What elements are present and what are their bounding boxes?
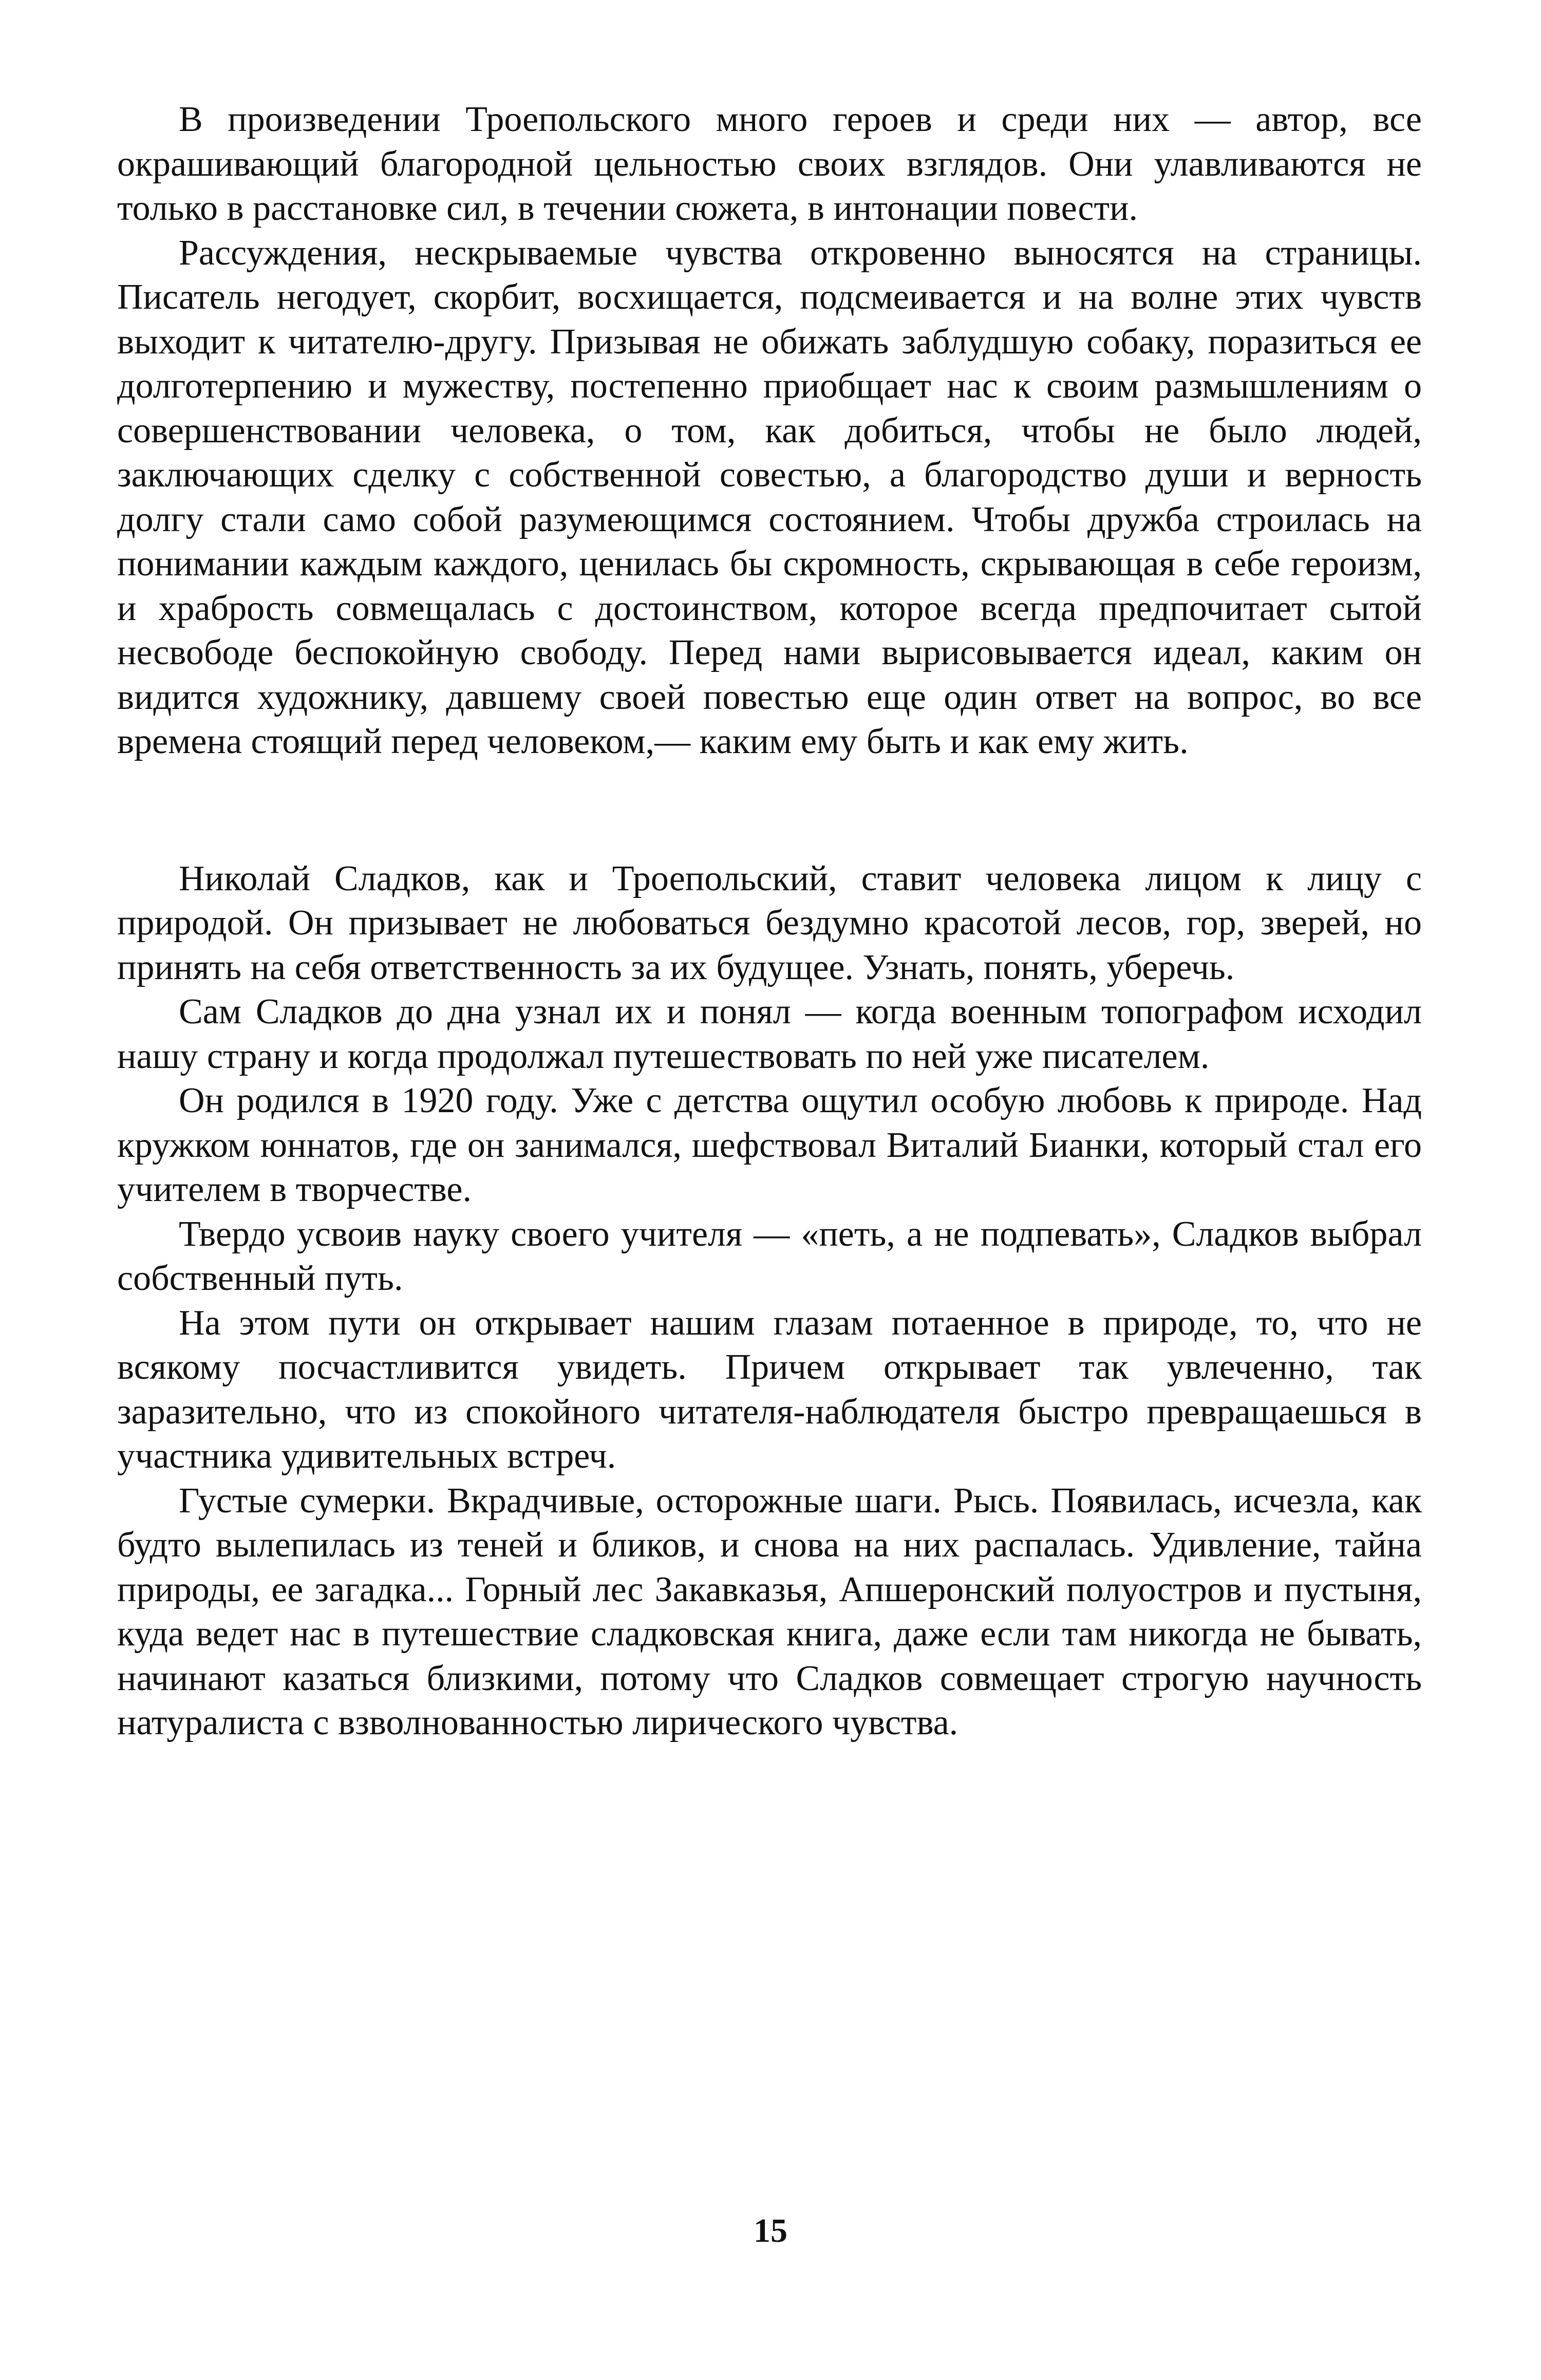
page-number: 15 [754, 2212, 787, 2250]
paragraph: Сам Сладков до дна узнал их и понял — когда военным топографом исходил нашу страну и когда продолжал путешествовать по ней уже писателем. [117, 992, 1422, 1076]
page-text [117, 98, 1422, 1746]
paragraph: Он родился в 1920 году. Уже с детства ощутил особую любовь к природе. Над кружком юннатов, где он занимался, шефствовал Виталий Бианки, который стал его учителем в творчестве. [117, 1081, 1422, 1209]
section-divider [117, 764, 1422, 857]
paragraph: Твердо усвоив науку своего учителя — «петь, а не подпевать», Сладков выбрал собственный путь. [117, 1214, 1422, 1298]
section-troepolsky [117, 98, 1422, 764]
section-sladkov [117, 857, 1422, 1746]
paragraph: Николай Сладков, как и Троепольский, ставит человека лицом к лицу с природой. Он призывает не любоваться бездумно красотой лесов, гор, зверей, но принять на себя ответственность за их будущее. Узнать, понять, уберечь. [117, 858, 1422, 987]
paragraph: На этом пути он открывает нашим глазам потаенное в природе, то, что не всякому посчастливится увидеть. Причем открывает так увлеченно, так заразительно, что из спокойного читателя-наблюдателя быстро превращаешься в участника удивительных встреч. [117, 1303, 1422, 1476]
paragraph: Рассуждения, нескрываемые чувства откровенно выносятся на страницы. Писатель негодует, скорбит, восхищается, подсмеивается и на волне этих чувств выходит к читателю-другу. Призывая не обижать заблудшую собаку, поразиться ее долготерпению и мужеству, постепенно приобщает нас к своим размышлениям о совершенствовании человека, о том, как добиться, чтобы не было людей, заключающих сделку с собственной совестью, а благородство души и верность долгу стали само собой разумеющимся состоянием. Чтобы дружба строилась на понимании каждым каждого, ценилась бы скромность, скрывающая в себе героизм, и храбрость совмещалась с достоинством, которое всегда предпочитает сытой несвободе беспокойную свободу. Перед нами вырисовывается идеал, каким он видится художнику, давшему своей повестью еще один ответ на вопрос, во все времена стоящий перед человеком,— каким ему быть и как ему жить. [117, 233, 1422, 761]
paragraph: В произведении Троепольского много героев и среди них — автор, все окрашивающий благородной цельностью своих взглядов. Они улавливаются не только в расстановке сил, в течении сюжета, в интонации повести. [117, 100, 1422, 228]
paragraph: Густые сумерки. Вкрадчивые, осторожные шаги. Рысь. Появилась, исчезла, как будто вылепилась из теней и бликов, и снова на них распалась. Удивление, тайна природы, ее загадка... Горный лес Закавказья, Апшеронский полуостров и пустыня, куда ведет нас в путешествие сладковская книга, даже если там никогда не бывать, начинают казаться близкими, потому что Сладков совмещает строгую научность натуралиста с взволнованностью лирического чувства. [117, 1481, 1422, 1742]
